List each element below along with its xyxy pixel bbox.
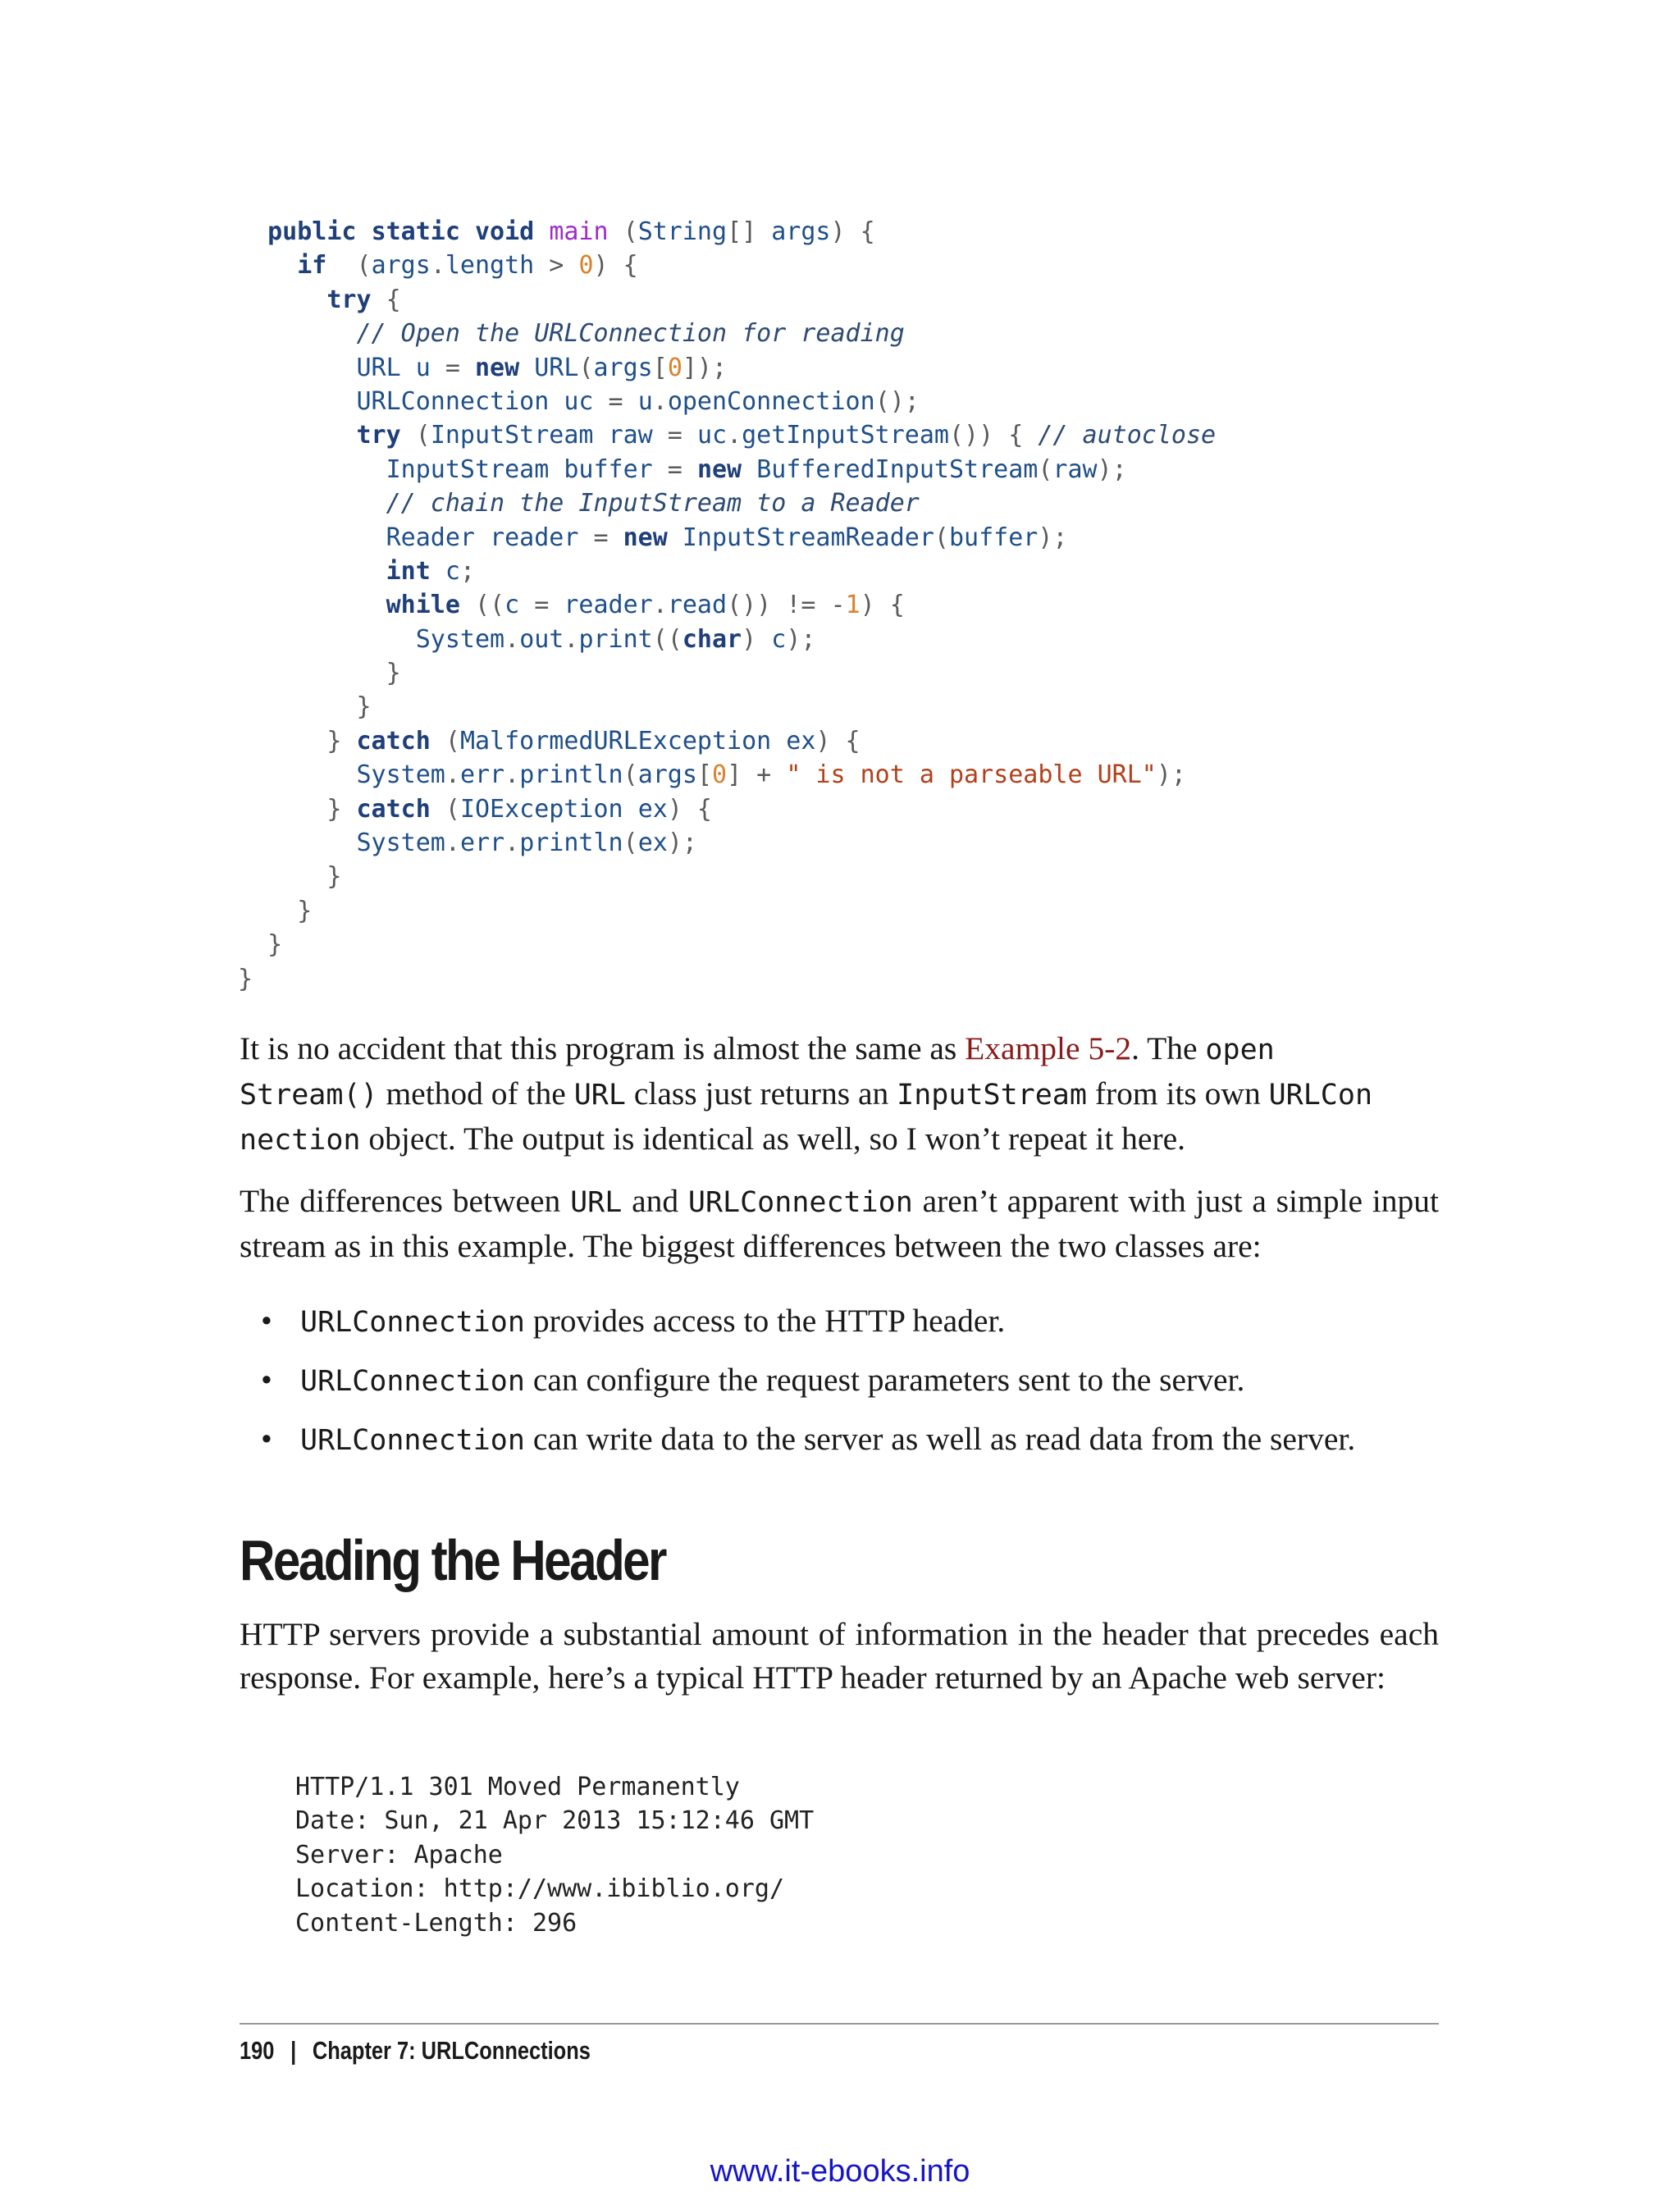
code-line: } catch (IOException ex) {	[238, 794, 712, 824]
code-line: // chain the InputStream to a Reader	[386, 489, 920, 518]
code-line: System.err.println(ex);	[356, 829, 697, 858]
code-line: public static void main (String[] args) {	[267, 217, 875, 246]
watermark-link[interactable]: www.it-ebooks.info	[710, 2154, 970, 2189]
code-line: System.out.print((char) c);	[415, 624, 816, 654]
page-number: 190	[240, 2036, 275, 2065]
code-line: }	[238, 896, 313, 925]
code-line: InputStream buffer = new BufferedInputStream(raw);	[386, 454, 1127, 484]
list-item: • URLConnection can configure the request parameters sent to the server.	[261, 1362, 1245, 1398]
http-header-example: HTTP/1.1 301 Moved Permanently Date: Sun, 21 Apr 2013 15:12:46 GMT Server: Apache Location: http://www.ibiblio.org/ Content-Length: 296	[295, 1773, 815, 1938]
footer-rule	[240, 2023, 1439, 2025]
code-line: URLConnection uc = u.openConnection();	[356, 386, 920, 416]
code-line: int c;	[386, 556, 475, 586]
code-listing	[238, 215, 1216, 996]
list-item: • URLConnection can write data to the server as well as read data from the server.	[261, 1421, 1356, 1457]
paragraph-1: It is no accident that this program is almost the same as Example 5-2. The open Stream() method of the URL class just returns an InputStream from its own URLCon nection object. The output is identical as well, so I won’t repeat it here.	[240, 1030, 1373, 1157]
paragraph-3: HTTP servers provide a substantial amount of information in the header that precedes each response. For example, here’s a typical HTTP header returned by an Apache web server:	[240, 1616, 1439, 1696]
example-link[interactable]: Example 5-2	[965, 1030, 1132, 1066]
code-line: }	[238, 692, 372, 722]
code-line: } catch (MalformedURLException ex) {	[238, 726, 861, 756]
list-item: • URLConnection provides access to the HTTP header.	[261, 1303, 1006, 1339]
code-line: }	[238, 930, 283, 960]
code-line: }	[238, 964, 253, 993]
code-line: while ((c = reader.read()) != -1) {	[386, 591, 905, 620]
code-line: if (args.length > 0) {	[297, 251, 638, 281]
code-line: // Open the URLConnection for reading	[356, 319, 905, 349]
code-line: Reader reader = new InputStreamReader(buffer);	[386, 523, 1068, 552]
section-heading: Reading the Header	[240, 1528, 665, 1592]
code-line: }	[238, 659, 401, 688]
code-line: System.err.println(args[0] + " is not a parseable URL");	[356, 760, 1186, 790]
code-line: try {	[326, 285, 401, 314]
page-footer	[240, 2036, 591, 2066]
code-line: try (InputStream raw = uc.getInputStream()) { // autoclose	[356, 421, 1217, 450]
footer-separator: |	[290, 2036, 297, 2065]
code-line: }	[238, 862, 342, 892]
chapter-title: Chapter 7: URLConnections	[312, 2036, 591, 2065]
code-line: URL u = new URL(args[0]);	[356, 353, 728, 382]
difference-list	[254, 1292, 1355, 1469]
paragraph-2: The differences between URL and URLConnection aren’t apparent with just a simple input stream as in this example. The biggest differences between the two classes are:	[240, 1183, 1439, 1264]
